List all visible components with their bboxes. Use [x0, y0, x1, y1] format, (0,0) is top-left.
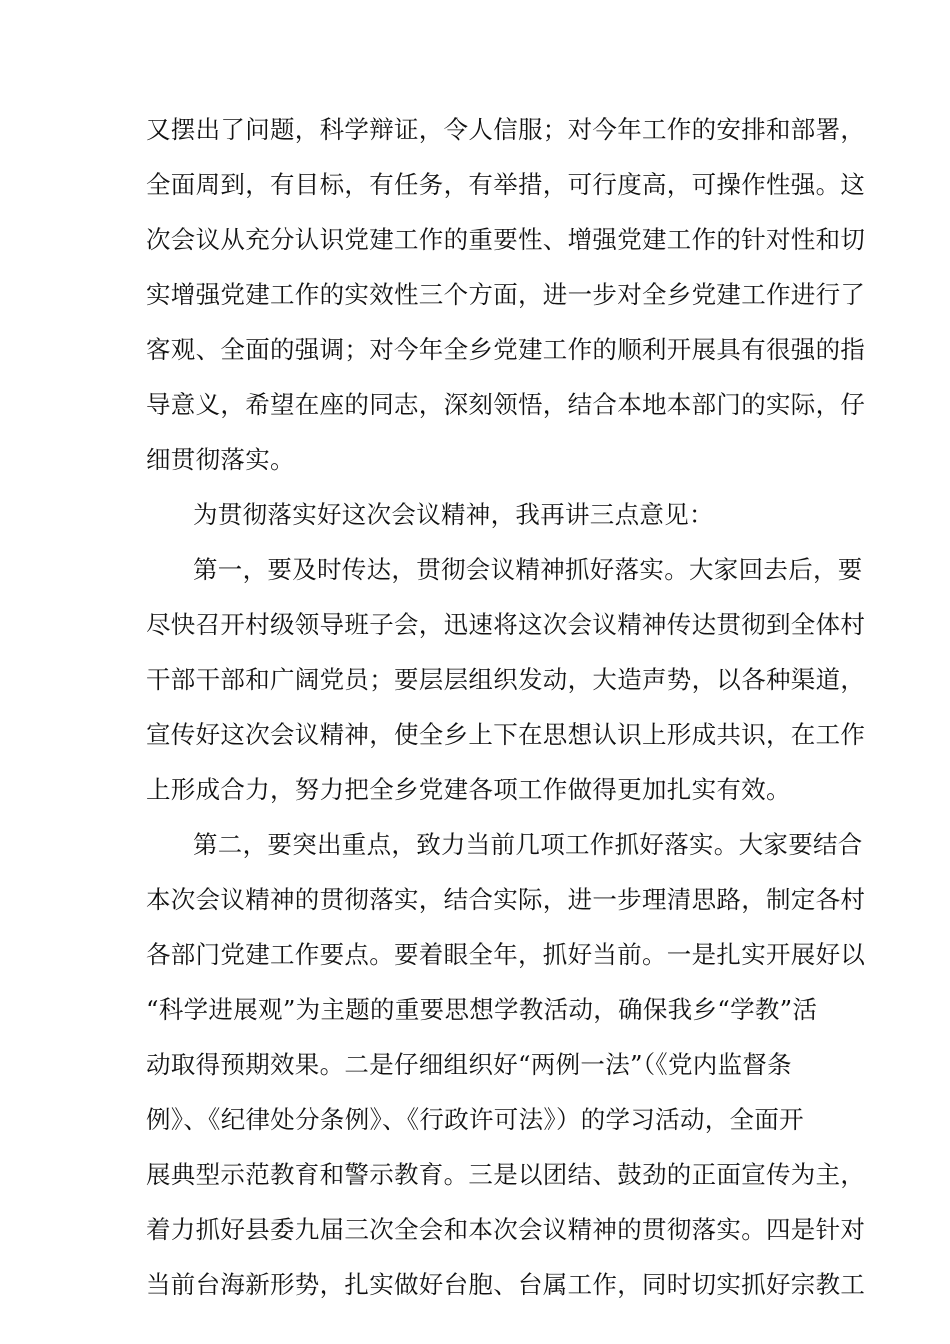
text-line: 本次会议精神的贯彻落实，结合实际，进一步理清思路，制定各村 — [146, 885, 866, 914]
text-line: 上形成合力，努力把全乡党建各项工作做得更加扎实有效。 — [146, 775, 791, 804]
text-line: 例》、《纪律处分条例》、《行政许可法》）的学习活动，全面开 — [146, 1105, 804, 1134]
text-line: 各部门党建工作要点。要着眼全年，抓好当前。一是扎实开展好以 — [146, 940, 866, 969]
text-line: 展典型示范教育和警示教育。三是以团结、鼓劲的正面宣传为主， — [146, 1160, 866, 1189]
text-line: 细贯彻落实。 — [146, 445, 295, 474]
paragraph-first-line: 第二，要突出重点，致力当前几项工作抓好落实。大家要结合 — [193, 830, 863, 859]
text-line: 导意义，希望在座的同志，深刻领悟，结合本地本部门的实际，仔 — [146, 390, 866, 419]
text-line: 宣传好这次会议精神，使全乡上下在思想认识上形成共识，在工作 — [146, 720, 866, 749]
text-line: 动取得预期效果。二是仔细组织好“两例一法”（《党内监督条 — [146, 1050, 792, 1079]
text-line: “科学进展观”为主题的重要思想学教活动，确保我乡“学教”活 — [146, 995, 818, 1024]
text-line: 又摆出了问题，科学辩证，令人信服；对今年工作的安排和部署， — [146, 115, 866, 144]
text-line: 次会议从充分认识党建工作的重要性、增强党建工作的针对性和切 — [146, 225, 866, 254]
paragraph-first-line: 第一，要及时传达，贯彻会议精神抓好落实。大家回去后，要 — [193, 555, 863, 584]
paragraph-first-line: 为贯彻落实好这次会议精神，我再讲三点意见： — [193, 500, 714, 529]
text-line: 着力抓好县委九届三次全会和本次会议精神的贯彻落实。四是针对 — [146, 1215, 866, 1244]
text-line: 实增强党建工作的实效性三个方面，进一步对全乡党建工作进行了 — [146, 280, 866, 309]
text-line: 全面周到，有目标，有任务，有举措，可行度高，可操作性强。这 — [146, 170, 866, 199]
text-line: 当前台海新形势，扎实做好台胞、台属工作，同时切实抓好宗教工 — [146, 1270, 866, 1299]
text-line: 干部干部和广阔党员；要层层组织发动，大造声势，以各种渠道， — [146, 665, 866, 694]
text-line: 客观、全面的强调；对今年全乡党建工作的顺利开展具有很强的指 — [146, 335, 866, 364]
text-line: 尽快召开村级领导班子会，迅速将这次会议精神传达贯彻到全体村 — [146, 610, 866, 639]
